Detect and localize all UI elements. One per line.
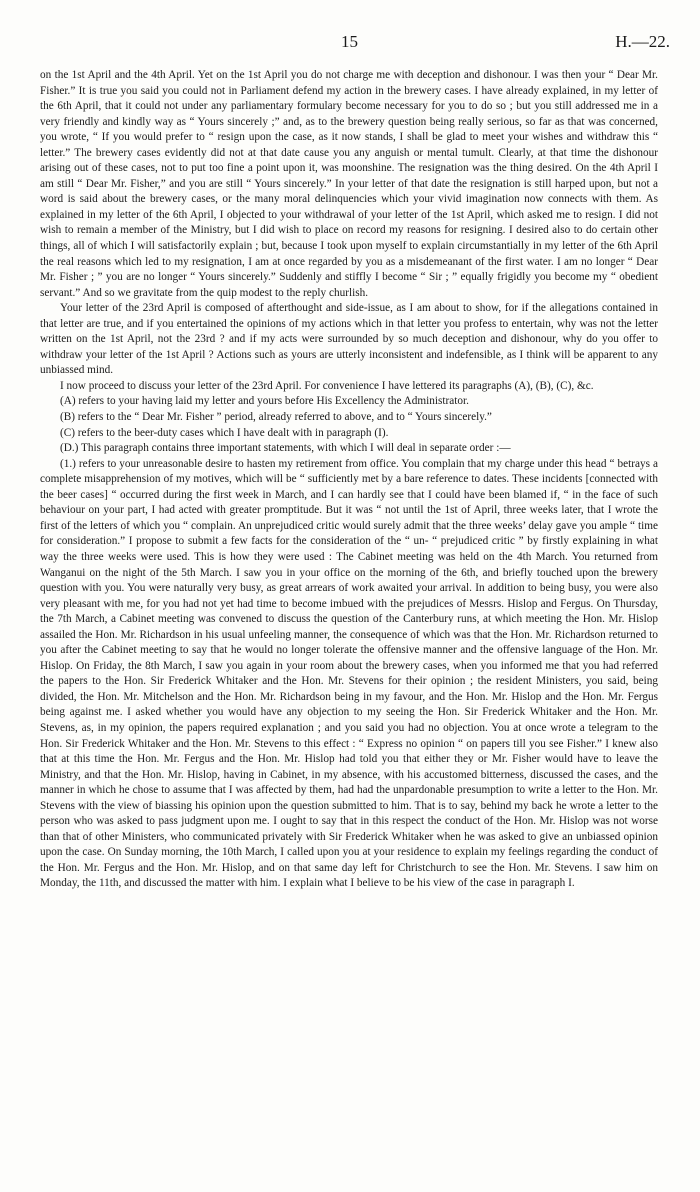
paragraph-d: (D.) This paragraph contains three important statements, with which I will deal in separate order :— [60,442,511,455]
paragraph-a: (A) refers to your having laid my letter and yours before His Excellency the Administrator. [60,395,469,408]
paragraph-letter-23rd-april: Your letter of the 23rd April is composed of afterthought and side-issue, as I am about to show, for if the allegations contained in that letter are true, and if you entertained the opinions of my actions which in that letter you profess to entertain, why was not the letter written on the 1st April, not the 23rd ? and if my acts were surrounded by so much deception and dishonour, why do you offer to withdraw your letter of the 1st April ? Actions such as yours are utterly inconsistent and indefensible, as I think will be apparent to any unbiassed mind. [40,302,658,377]
paragraph-lettering: I now proceed to discuss your letter of the 23rd April. For convenience I have lettered its paragraphs (A), (B), (C), &c. [60,379,594,392]
paragraph-c: (C) refers to the beer-duty cases which I have dealt with in paragraph (I). [60,426,389,439]
paragraph-b: (B) refers to the “ Dear Mr. Fisher ” period, already referred to above, and to “ Yours sincerely.” [60,411,492,424]
document-reference: H.—22. [615,32,670,51]
page-number: 15 [341,32,358,51]
paragraph-continued: on the 1st April and the 4th April. Yet on the 1st April you do not charge me with deception and dishonour. I was then your “ Dear Mr. Fisher.” It is true you said you could not in Parliament defend my action in the brewery cases. I have already explained, in my letter of the 6th April, that it could not under any parliamentary formulary become necessary for you to do so ; but you still addressed me in a very friendly and kindly way as “ Yours sincerely ;” and, as to the brewery question being really serious, so far as that was concerned, you wrote, “ If you would prefer to “ resign upon the case, as it now stands, I shall be glad to meet your wishes and withdraw this “ letter.” The brewery cases evidently did not at that date cause you any anguish or mental tumult. Clearly, at that time the dishonour arising out of these cases, not to put too fine a point upon it, was moonshine. The resignation was the thing desired. On the 4th April I am still “ Dear Mr. Fisher,” and you are still “ Yours sincerely.” In your letter of that date the resignation is still harped upon, but not a word is said about the brewery cases, or the many moral delinquencies which your vivid imagination now connects with them. As explained in my letter of the 6th April, I objected to your withdrawal of your letter of the 1st April, which asked me to resign. I did not wish to remain a member of the Ministry, but I did wish to place on record my reasons for resigning. I desired also to do certain other things, all of which I will satisfactorily explain ; but, because I took upon myself to explain circumstantially in my letter of the 6th April the real reasons which led to my resignation, I am at once regarded by you as a misdemeanant of the first water. I am no longer “ Dear Mr. Fisher ; ” you are no longer “ Yours sincerely.” Suddenly and stiffly I become “ Sir ; ” equally frigidly you become my “ obedient servant.” And so we gravitate from the quip modest to the reply churlish. [40,69,658,299]
paragraph-d-1: (1.) refers to your unreasonable desire to hasten my retirement from office. You complain that my charge under this head “ betrays a complete misapprehension of my motives, which will be “ sufficiently met by a bare reference to dates. These incidents [connected with the beer cases] “ occurred during the first week in March, and I can hardly see that I could have been blamed if, “ in the face of such behaviour on your part, I had acted with greater promptitude. But it was “ not until the 1st of April, three weeks later, that I wrote the first of the letters of which you “ complain. An unprejudiced critic would surely admit that the three weeks’ delay gave you ample “ time for consideration.” I propose to submit a few facts for the consideration of the “ un- “ prejudiced critic ” by firstly explaining in what way the three weeks were used. This is how they were used : The Cabinet meeting was held on the 4th March. You returned from Wanganui on the night of the 5th March. I saw you in your office on the morning of the 6th, and briefly touched upon the brewery question with you. You were naturally very busy, as great arrears of work awaited your arrival. In addition to being busy, you were also very pleasant with me, for you had not yet had time to become imbued with the prejudices of Messrs. Hislop and Fergus. On Thursday, the 7th March, a Cabinet meeting was convened to discuss the question of the Canterbury runs, at which meeting the Hon. Mr. Hislop assailed the Hon. Mr. Richardson in his usual unfeeling manner, the consequence of which was that the Hon. Mr. Richardson returned to you after the Cabinet meeting to say that he would no longer tolerate the offensive manner and the offensive language of the Hon. Mr. Hislop. On Friday, the 8th March, I saw you again in your room about the brewery cases, when you informed me that you had referred the papers to the Hon. Sir Frederick Whitaker and the Hon. Mr. Stevens for their opinion ; the resident Ministers, you said, being divided, the Hon. Mr. Mitchelson and the Hon. Mr. Richardson being in my favour, and the Hon. Mr. Hislop and the Hon. Mr. Fergus being against me. I asked whether you would have any objection to my seeing the Hon. Sir Frederick Whitaker and the Hon. Mr. Stevens, as, in my opinion, the papers required explanation ; and you said you had no objection. You at once wrote a telegram to the Hon. Sir Frederick Whitaker and the Hon. Mr. Stevens to this effect : “ Express no opinion “ on papers till you see Fisher.” I knew also that at this time the Hon. Mr. Fergus and the Hon. Mr. Hislop had told you that either they or Mr. Fisher would have to leave the Ministry, and that the Hon. Mr. Hislop, having in Cabinet, in my absence, with his accustomed bitterness, discussed the cases, and the manner in which he chose to assume that I was affected by them, had had the unpardonable presumption to write a letter to the Hon. Mr. Stevens with the view of biassing his opinion upon the question submitted to him. That is to say, behind my back he wrote a letter to the person who was asked to pass judgment upon me. I ought to say that in this respect the conduct of the Hon. Mr. Hislop was not worse than that of other Ministers, who communicated privately with Sir Frederick Whitaker when he was asked to give an unbiassed opinion upon the case. On Sunday morning, the 10th March, I called upon you at your residence to explain my feelings regarding the conduct of the Hon. Mr. Fergus and the Hon. Mr. Hislop, and on that same day left for Christchurch to see the Hon. Mr. Stevens. I saw him on Monday, the 11th, and discussed the matter with him. I explain what I believe to be his view of the case in paragraph I. [40,457,658,890]
page-header [0,32,700,52]
document-body [40,68,658,892]
